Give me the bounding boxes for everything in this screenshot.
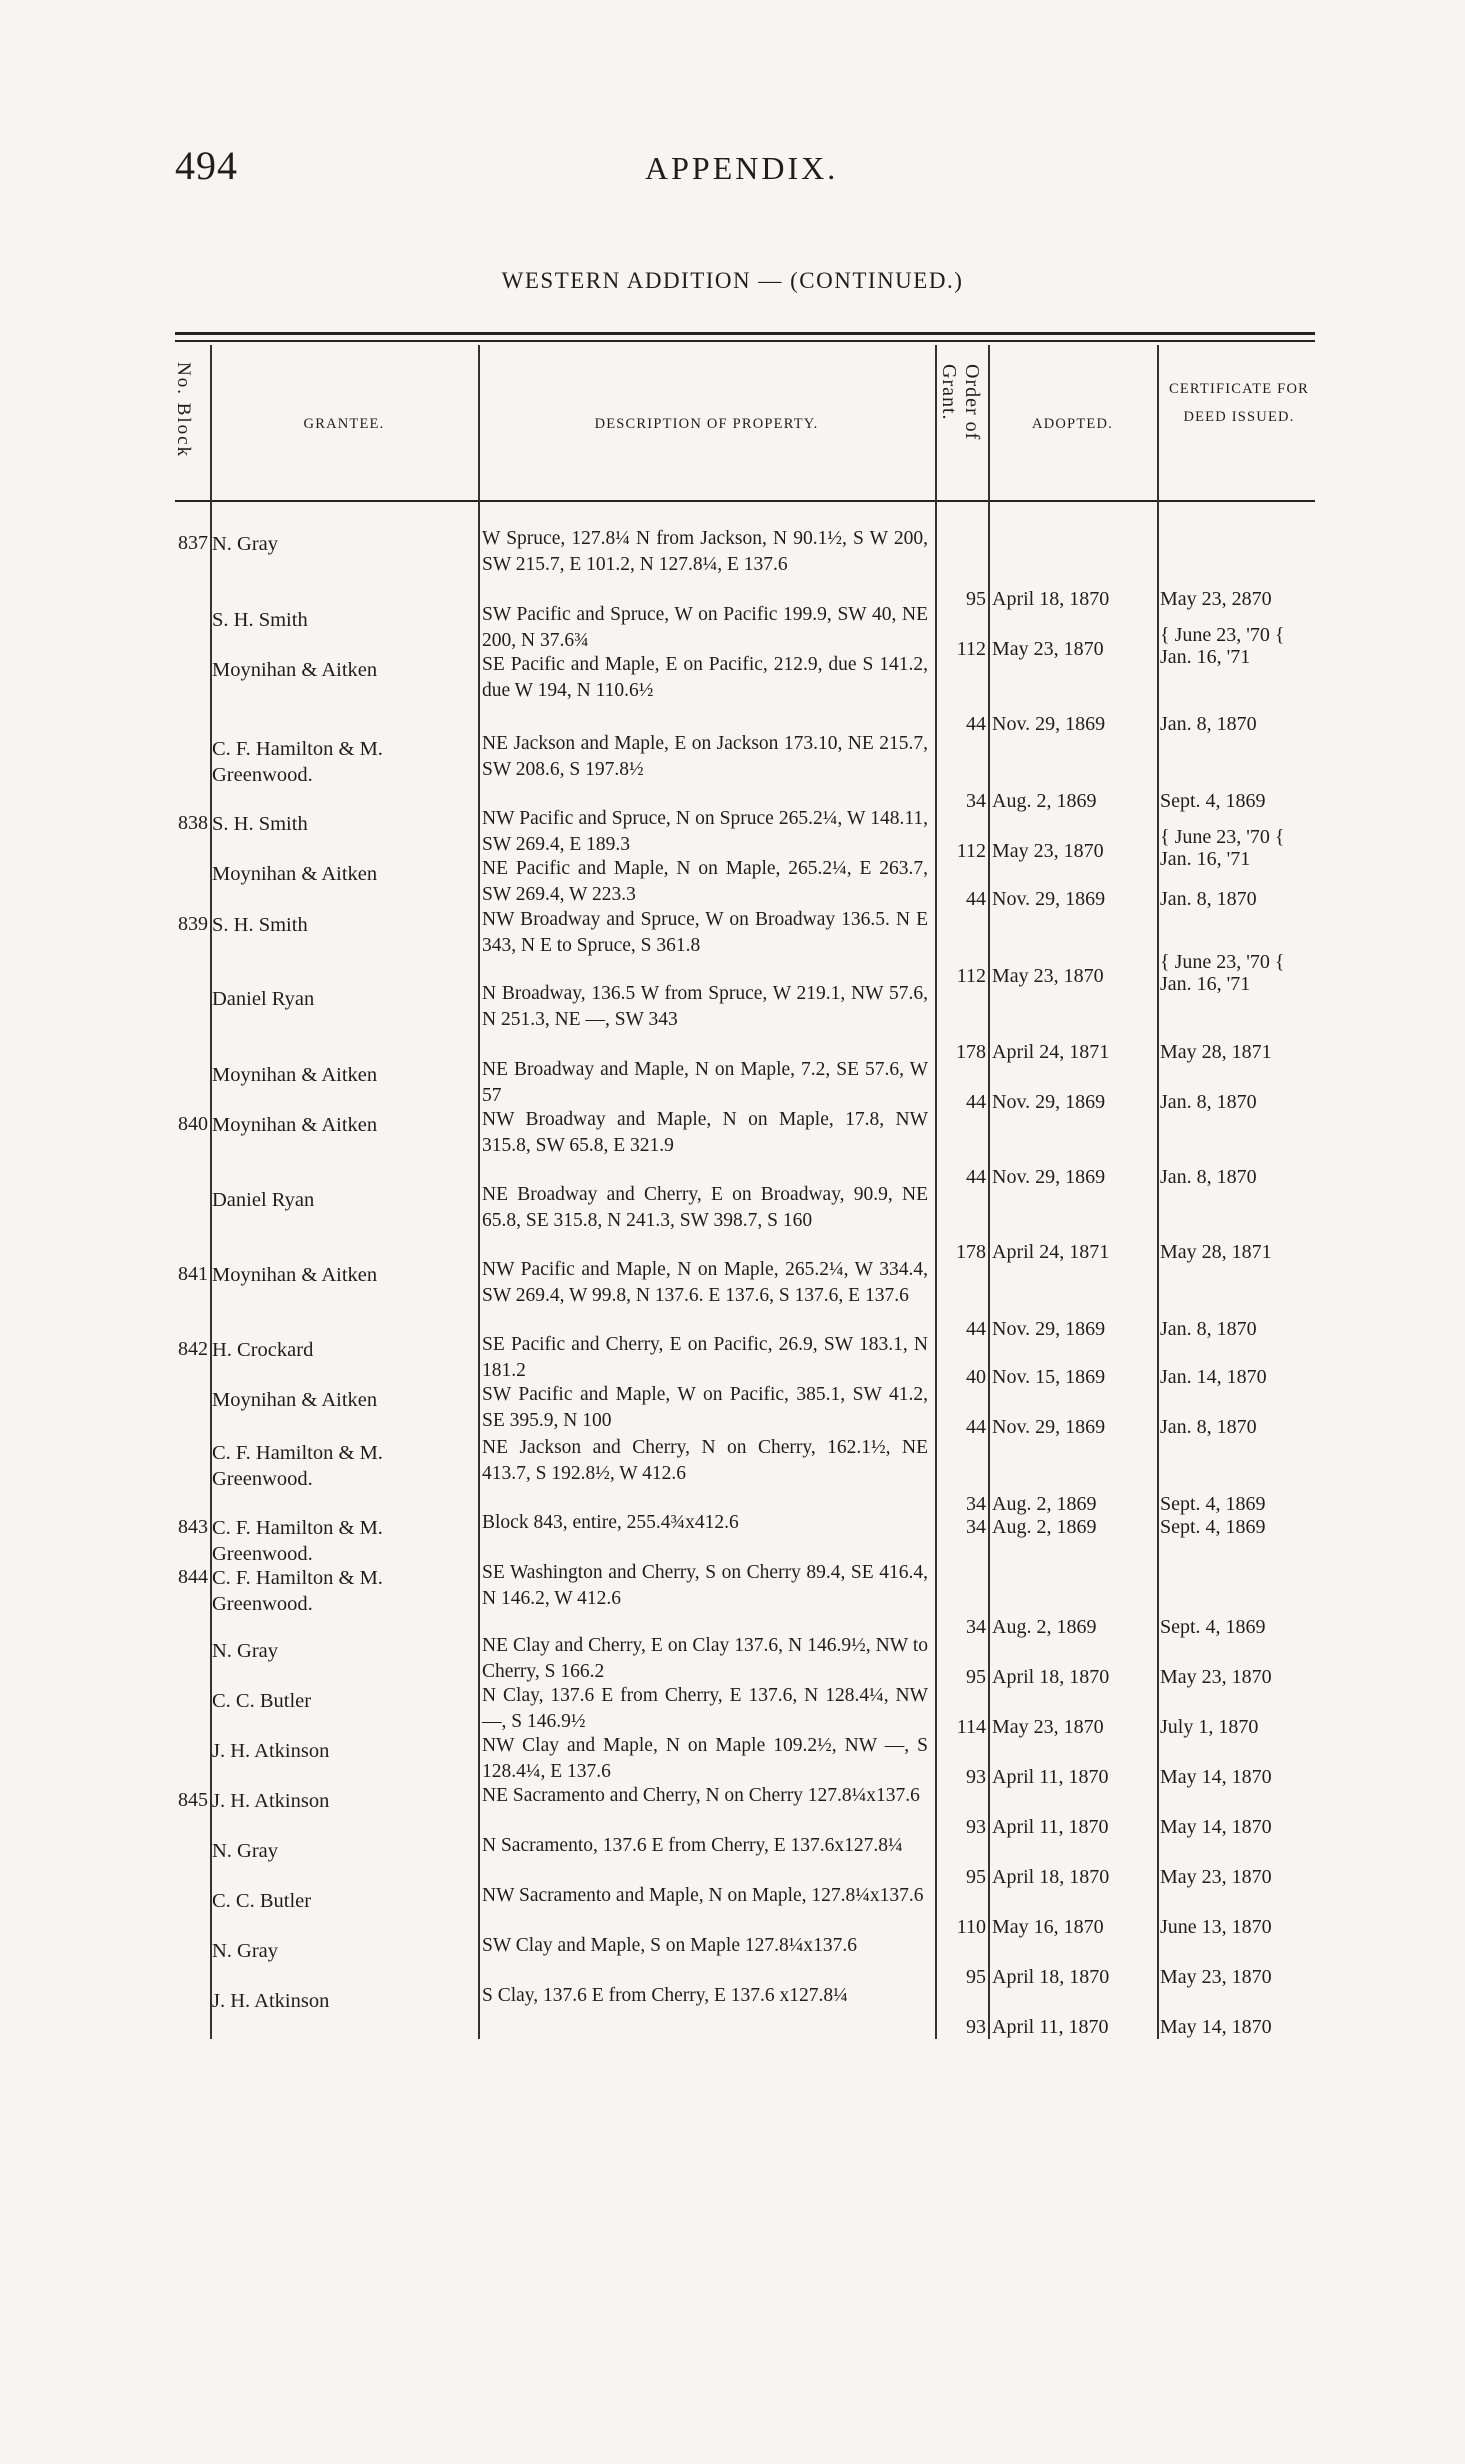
certificate-date: Jan. 8, 1870 bbox=[1160, 713, 1257, 735]
header-block: No. Block bbox=[173, 362, 194, 459]
certificate-date: { June 23, '70 { Jan. 16, '71 bbox=[1160, 951, 1285, 995]
order-of-grant: 110 bbox=[956, 1916, 986, 1938]
certificate-date: Jan. 8, 1870 bbox=[1160, 1166, 1257, 1188]
certificate-date: Jan. 8, 1870 bbox=[1160, 1416, 1257, 1438]
grantee-name: C. F. Hamilton & M. Greenwood. bbox=[212, 1517, 383, 1565]
header-certificate: CERTIFICATE FOR DEED ISSUED. bbox=[1169, 381, 1309, 425]
order-of-grant: 44 bbox=[966, 1166, 986, 1188]
header-order: Order of Grant. bbox=[938, 364, 983, 441]
block-number: 839 bbox=[178, 913, 208, 935]
property-description: NW Broadway and Spruce, W on Broadway 136.5. N E 343, N E to Spruce, S 361.8 bbox=[482, 909, 928, 956]
order-of-grant: 44 bbox=[966, 713, 986, 735]
adopted-date: Aug. 2, 1869 bbox=[992, 1616, 1097, 1638]
grantee-name: Moynihan & Aitken bbox=[212, 863, 378, 885]
property-description: W Spruce, 127.8¼ N from Jackson, N 90.1½, S W 200, SW 215.7, E 101.2, N 127.8¼, E 137.6 bbox=[482, 528, 928, 575]
block-number: 843 bbox=[178, 1516, 208, 1538]
order-of-grant: 112 bbox=[956, 965, 986, 987]
grantee-name: C. C. Butler bbox=[212, 1890, 312, 1912]
grantee-name: N. Gray bbox=[212, 1940, 279, 1962]
order-of-grant: 34 bbox=[966, 1493, 986, 1515]
order-of-grant: 44 bbox=[966, 1318, 986, 1340]
grantee-name: J. H. Atkinson bbox=[212, 1790, 330, 1812]
grantee-name: Moynihan & Aitken bbox=[212, 1114, 378, 1136]
grantee-name: Daniel Ryan bbox=[212, 1189, 315, 1211]
property-description: SE Pacific and Maple, E on Pacific, 212.9, due S 141.2, due W 194, N 110.6½ bbox=[482, 654, 928, 701]
property-description: NW Sacramento and Maple, N on Maple, 127.8¼x137.6 bbox=[482, 1885, 924, 1906]
adopted-date: April 11, 1870 bbox=[992, 2016, 1109, 2038]
adopted-date: April 18, 1870 bbox=[992, 1966, 1110, 1988]
adopted-date: Aug. 2, 1869 bbox=[992, 1516, 1097, 1538]
grantee-name: Moynihan & Aitken bbox=[212, 1389, 378, 1411]
adopted-date: Nov. 29, 1869 bbox=[992, 888, 1106, 910]
adopted-date: April 11, 1870 bbox=[992, 1816, 1109, 1838]
column-divider bbox=[478, 345, 480, 2039]
certificate-date: May 14, 1870 bbox=[1160, 1766, 1272, 1788]
property-description: NE Clay and Cherry, E on Clay 137.6, N 146.9½, NW to Cherry, S 166.2 bbox=[482, 1635, 928, 1682]
certificate-date: May 23, 2870 bbox=[1160, 588, 1272, 610]
order-of-grant: 44 bbox=[966, 888, 986, 910]
grantee-name: S. H. Smith bbox=[212, 813, 308, 835]
order-of-grant: 95 bbox=[966, 1866, 986, 1888]
property-description: S Clay, 137.6 E from Cherry, E 137.6 x127.8¼ bbox=[482, 1985, 848, 2006]
block-number: 842 bbox=[178, 1338, 208, 1360]
top-rule-thin bbox=[175, 340, 1315, 342]
section-title: WESTERN ADDITION — (CONTINUED.) bbox=[501, 268, 964, 293]
order-of-grant: 95 bbox=[966, 588, 986, 610]
certificate-date: Jan. 14, 1870 bbox=[1160, 1366, 1267, 1388]
property-description: N Sacramento, 137.6 E from Cherry, E 137.6x127.8¼ bbox=[482, 1835, 903, 1856]
grantee-name: N. Gray bbox=[212, 1640, 279, 1662]
column-divider bbox=[1157, 345, 1159, 2039]
adopted-date: April 18, 1870 bbox=[992, 1866, 1110, 1888]
grantee-name: C. C. Butler bbox=[212, 1690, 312, 1712]
grantee-name: N. Gray bbox=[212, 1840, 279, 1862]
grantee-name: C. F. Hamilton & M. Greenwood. bbox=[212, 1567, 383, 1615]
header-bottom-rule bbox=[175, 500, 1315, 502]
certificate-date: Sept. 4, 1869 bbox=[1160, 790, 1266, 812]
adopted-date: Nov. 29, 1869 bbox=[992, 713, 1106, 735]
property-description: SE Washington and Cherry, S on Cherry 89.4, SE 416.4, N 146.2, W 412.6 bbox=[482, 1562, 928, 1609]
property-description: NE Pacific and Maple, N on Maple, 265.2¼, E 263.7, SW 269.4, W 223.3 bbox=[482, 858, 928, 905]
adopted-date: Nov. 29, 1869 bbox=[992, 1091, 1106, 1113]
header-description: DESCRIPTION OF PROPERTY. bbox=[594, 416, 819, 432]
property-description: NE Sacramento and Cherry, N on Cherry 127.8¼x137.6 bbox=[482, 1785, 920, 1806]
certificate-date: May 23, 1870 bbox=[1160, 1866, 1272, 1888]
property-description: NW Pacific and Spruce, N on Spruce 265.2¼, W 148.11, SW 269.4, E 189.3 bbox=[482, 808, 928, 855]
adopted-date: April 18, 1870 bbox=[992, 588, 1110, 610]
block-number: 845 bbox=[178, 1789, 208, 1811]
page-number: 494 bbox=[175, 143, 238, 188]
adopted-date: May 23, 1870 bbox=[992, 638, 1104, 660]
property-description: NE Broadway and Maple, N on Maple, 7.2, SE 57.6, W 57 bbox=[482, 1059, 928, 1106]
block-number: 837 bbox=[178, 532, 208, 554]
adopted-date: May 23, 1870 bbox=[992, 965, 1104, 987]
property-description: Block 843, entire, 255.4¾x412.6 bbox=[482, 1512, 739, 1533]
certificate-date: May 23, 1870 bbox=[1160, 1966, 1272, 1988]
grantee-name: C. F. Hamilton & M. Greenwood. bbox=[212, 738, 383, 786]
adopted-date: May 23, 1870 bbox=[992, 840, 1104, 862]
property-description: SW Pacific and Spruce, W on Pacific 199.9, SW 40, NE 200, N 37.6¾ bbox=[482, 604, 928, 651]
block-number: 844 bbox=[178, 1566, 208, 1588]
property-description: SE Pacific and Cherry, E on Pacific, 26.9, SW 183.1, N 181.2 bbox=[482, 1334, 928, 1381]
order-of-grant: 95 bbox=[966, 1666, 986, 1688]
order-of-grant: 178 bbox=[956, 1041, 986, 1063]
property-description: NE Broadway and Cherry, E on Broadway, 90.9, NE 65.8, SE 315.8, N 241.3, SW 398.7, S 160 bbox=[482, 1184, 928, 1231]
property-description: NW Pacific and Maple, N on Maple, 265.2¼, W 334.4, SW 269.4, W 99.8, N 137.6. E 137.6, S 137.6, E 137.6 bbox=[482, 1259, 928, 1306]
grantee-name: Daniel Ryan bbox=[212, 988, 315, 1010]
property-description: SW Pacific and Maple, W on Pacific, 385.1, SW 41.2, SE 395.9, N 100 bbox=[482, 1384, 928, 1431]
block-number: 838 bbox=[178, 812, 208, 834]
adopted-date: Nov. 29, 1869 bbox=[992, 1416, 1106, 1438]
certificate-date: { June 23, '70 { Jan. 16, '71 bbox=[1160, 624, 1285, 668]
adopted-date: Nov. 15, 1869 bbox=[992, 1366, 1106, 1388]
adopted-date: April 24, 1871 bbox=[992, 1041, 1110, 1063]
adopted-date: April 18, 1870 bbox=[992, 1666, 1110, 1688]
adopted-date: Nov. 29, 1869 bbox=[992, 1318, 1106, 1340]
order-of-grant: 44 bbox=[966, 1416, 986, 1438]
order-of-grant: 93 bbox=[966, 1766, 986, 1788]
property-description: NE Jackson and Maple, E on Jackson 173.10, NE 215.7, SW 208.6, S 197.8½ bbox=[482, 733, 928, 780]
certificate-date: May 28, 1871 bbox=[1160, 1241, 1272, 1263]
certificate-date: May 14, 1870 bbox=[1160, 2016, 1272, 2038]
grantee-name: H. Crockard bbox=[212, 1339, 314, 1361]
adopted-date: Nov. 29, 1869 bbox=[992, 1166, 1106, 1188]
property-description: NE Jackson and Cherry, N on Cherry, 162.1½, NE 413.7, S 192.8½, W 412.6 bbox=[482, 1437, 928, 1484]
order-of-grant: 178 bbox=[956, 1241, 986, 1263]
order-of-grant: 34 bbox=[966, 1516, 986, 1538]
grantee-name: S. H. Smith bbox=[212, 609, 308, 631]
certificate-date: Sept. 4, 1869 bbox=[1160, 1616, 1266, 1638]
header-grantee: GRANTEE. bbox=[303, 416, 385, 432]
grantee-name: C. F. Hamilton & M. Greenwood. bbox=[212, 1442, 383, 1490]
grantee-name: J. H. Atkinson bbox=[212, 1990, 330, 2012]
adopted-date: April 11, 1870 bbox=[992, 1766, 1109, 1788]
adopted-date: May 16, 1870 bbox=[992, 1916, 1104, 1938]
grantee-name: J. H. Atkinson bbox=[212, 1740, 330, 1762]
grantee-name: Moynihan & Aitken bbox=[212, 659, 378, 681]
grantee-name: Moynihan & Aitken bbox=[212, 1264, 378, 1286]
column-divider bbox=[988, 345, 990, 2039]
property-description: SW Clay and Maple, S on Maple 127.8¼x137.6 bbox=[482, 1935, 857, 1956]
property-description: NW Clay and Maple, N on Maple 109.2½, NW —, S 128.4¼, E 137.6 bbox=[482, 1735, 928, 1782]
certificate-date: July 1, 1870 bbox=[1160, 1716, 1259, 1738]
column-divider bbox=[935, 345, 937, 2039]
certificate-date: { June 23, '70 { Jan. 16, '71 bbox=[1160, 826, 1285, 870]
grantee-name: N. Gray bbox=[212, 533, 279, 555]
order-of-grant: 44 bbox=[966, 1091, 986, 1113]
order-of-grant: 93 bbox=[966, 1816, 986, 1838]
adopted-date: Aug. 2, 1869 bbox=[992, 1493, 1097, 1515]
property-description: N Clay, 137.6 E from Cherry, E 137.6, N 128.4¼, NW —, S 146.9½ bbox=[482, 1685, 928, 1732]
page-title: APPENDIX. bbox=[645, 150, 839, 186]
adopted-date: May 23, 1870 bbox=[992, 1716, 1104, 1738]
top-rule-thick bbox=[175, 332, 1315, 335]
certificate-date: Jan. 8, 1870 bbox=[1160, 1318, 1257, 1340]
certificate-date: Jan. 8, 1870 bbox=[1160, 888, 1257, 910]
order-of-grant: 114 bbox=[956, 1716, 986, 1738]
certificate-date: May 23, 1870 bbox=[1160, 1666, 1272, 1688]
grantee-name: Moynihan & Aitken bbox=[212, 1064, 378, 1086]
property-description: N Broadway, 136.5 W from Spruce, W 219.1, NW 57.6, N 251.3, NE —, SW 343 bbox=[482, 983, 928, 1030]
property-description: NW Broadway and Maple, N on Maple, 17.8, NW 315.8, SW 65.8, E 321.9 bbox=[482, 1109, 928, 1156]
order-of-grant: 95 bbox=[966, 1966, 986, 1988]
order-of-grant: 34 bbox=[966, 790, 986, 812]
grantee-name: S. H. Smith bbox=[212, 914, 308, 936]
certificate-date: Sept. 4, 1869 bbox=[1160, 1516, 1266, 1538]
certificate-date: Sept. 4, 1869 bbox=[1160, 1493, 1266, 1515]
certificate-date: May 28, 1871 bbox=[1160, 1041, 1272, 1063]
order-of-grant: 112 bbox=[956, 840, 986, 862]
order-of-grant: 93 bbox=[966, 2016, 986, 2038]
block-number: 841 bbox=[178, 1263, 208, 1285]
certificate-date: June 13, 1870 bbox=[1160, 1916, 1272, 1938]
certificate-date: May 14, 1870 bbox=[1160, 1816, 1272, 1838]
order-of-grant: 34 bbox=[966, 1616, 986, 1638]
certificate-date: Jan. 8, 1870 bbox=[1160, 1091, 1257, 1113]
order-of-grant: 112 bbox=[956, 638, 986, 660]
adopted-date: April 24, 1871 bbox=[992, 1241, 1110, 1263]
block-number: 840 bbox=[178, 1113, 208, 1135]
order-of-grant: 40 bbox=[966, 1366, 986, 1388]
header-adopted: ADOPTED. bbox=[1032, 416, 1113, 432]
adopted-date: Aug. 2, 1869 bbox=[992, 790, 1097, 812]
